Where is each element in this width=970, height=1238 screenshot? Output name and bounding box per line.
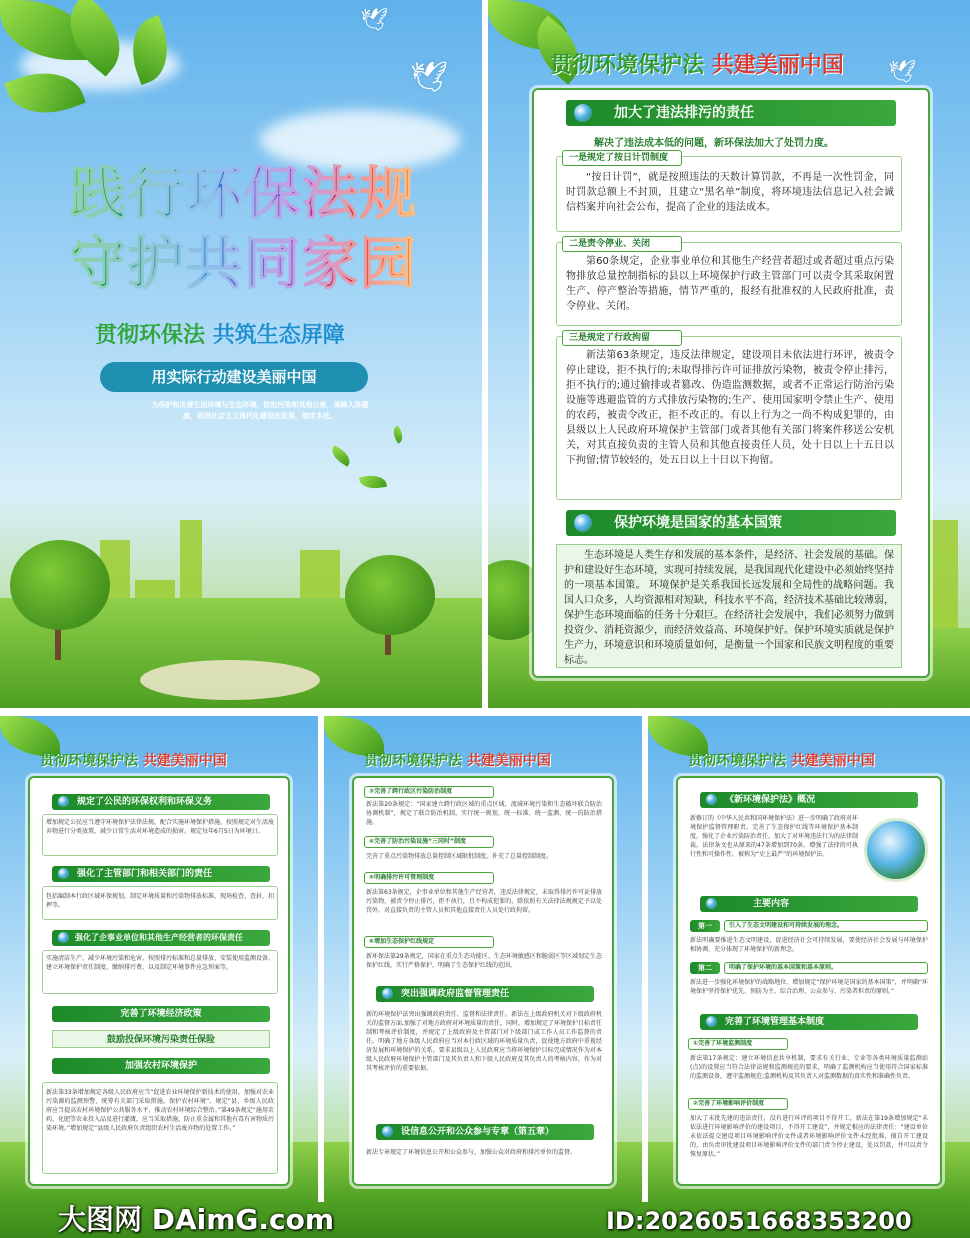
body-text: 第60条规定，企业事业单位和其他生产经营者超过或者超过重点污染物排放总量控制指标的县以上环境保护行政主管部门可以责令其采取闲置生产、停产整治等措施，情节严重的，报经有批准权的人民政府批准，责令停业、关闭。: [566, 256, 894, 312]
content-panel: [532, 88, 930, 678]
tree: [10, 540, 110, 630]
content-panel: [28, 776, 290, 1186]
globe-icon: [58, 932, 69, 943]
globe-icon: [58, 868, 69, 879]
section-title: 《新环境保护法》概况: [725, 795, 816, 805]
section-bar: [700, 792, 918, 808]
dove-icon: 🕊: [410, 60, 449, 95]
section-title: 保护环境是国家的基本国策: [614, 515, 782, 531]
path: [140, 660, 320, 700]
section-bar: [52, 794, 270, 810]
body-text: 完善了重点污染物排放总量控制区域限批制度，补充了总量控制制度。: [366, 853, 553, 860]
subtitle-part-a: 贯彻环保法: [95, 323, 206, 348]
section-title: 加大了违法排污的责任: [614, 105, 754, 121]
body-text: 加大了未批先建的违法责任，没有进行环评的项目不得开工。新法在第19条增加规定“未依法进行环境影响评价的建设项目，不得开工建设”，并规定相应的法律责任：“建设单位未依法提交建设项目环境影响评价文件或者环境影响评价文件未经批准，擅自开工建设的，由负责审批建设项目环境影响评价文件的部门责令停止建设，处以罚款，并可以责令恢复原状。”: [690, 1115, 928, 1158]
item-key: 第二: [690, 962, 720, 974]
body-text: 新法第63条规定，企事业单位和其他生产经营者，违反法律规定，未取得排污许可证排放污染物，被责令停止排污，拒不执行，且不构成犯罪的，除依照有关法律法规规定予以处罚外，对直接负责的主管人员和其他直接责任人员处行政拘留。: [366, 889, 602, 914]
subheading: ④完善了防治污染设施“三同时”制度: [364, 836, 494, 848]
header-part-a: 贯彻环境保护法: [364, 753, 462, 769]
header-part-a: 贯彻环境保护法: [40, 753, 138, 769]
body-text: 增加规定公民应当遵守环境保护法律法规，配合实施环境保护措施，按照规定对生活废弃物进行分类放置，减少日常生活对环境造成的损害。规定每年6月5日为环境日。: [46, 819, 275, 835]
item-heading: 明确了保护环境的基本国策和基本原则。: [724, 962, 928, 974]
subheading: 一是规定了按日计罚制度: [562, 150, 682, 166]
cover-title-line1: 践行环保法规: [70, 162, 418, 227]
content-panel: [676, 776, 942, 1186]
cover-title: [70, 160, 418, 300]
subheading: ③完善了跨行政区污染防治制度: [364, 786, 494, 798]
body-text: 包括编制本行政区域环保规划，制定环境质量和污染物排放标准，现场检查、查封、扣押等。: [46, 893, 275, 909]
globe-icon: [706, 898, 717, 909]
globe-icon: [58, 796, 69, 807]
body-text: 新法进一步强化环境保护的战略地位，增加规定“保护环境是国家的基本国策”，并明确“环境保护坚持保护优先、预防为主、综合治理、公众参与、污染者担责的原则。”: [690, 979, 928, 995]
cover-tagline: 为保护和改善生活环境与生态环境，防治污染和其他公害，保障人体健康，促进社会主义现代化建设的发展，制定本法。: [151, 401, 369, 420]
cover-slogan-pill: 用实际行动建设美丽中国: [100, 362, 368, 392]
poster-header: [40, 750, 227, 770]
section-bar: [52, 866, 270, 882]
content-panel: [352, 776, 614, 1186]
globe-icon: [382, 1126, 393, 1137]
body-text: 新法明确要推进生态文明建设，促进经济社会可持续发展，要使经济社会发展与环境保护相协调，充分体现了环境保护的新理念。: [690, 937, 928, 953]
body-text: 生态环境是人类生存和发展的基本条件，是经济、社会发展的基础。保护和建设好生态环境，实现可持续发展，是我国现代化建设中必须始终坚持的一项基本国策。 环境保护是关系我国长远发展和全局性的战略问题。我国人口众多，人均资源相对短缺，科技水平不高，经济技术基础比较薄弱，保护生态环境面临的任务十分艰巨。在经济社会发展中，我们必须努力做到投资少、消耗资源少，而经济效益高、环境保护好。保护环境实质就是保护生产力，环境意识和环境质量如何，是衡量一个国家和民族文明程度的重要标志。: [564, 550, 894, 666]
watermark-id: ID:202605166835320​0: [606, 1207, 912, 1235]
body-text: 新法第33条增加规定各级人民政府应当“促进农业环境保护新技术的使用，加强对农业污染源的监测预警，统筹有关部门采取措施，保护农村环境”。规定“县、乡级人民政府应当提高农村环境保护公共服务水平，推动农村环境综合整治。”第49条规定“施用农药、化肥等农业投入品及进行灌溉，应当采取措施，防止重金属和其他有毒有害物质污染环境。”增加规定“县级人民政府负责组织农村生活废弃物的处置工作。”: [46, 1089, 275, 1132]
poster-header: [550, 48, 844, 79]
section-title: 设信息公开和公众参与专章（第五章）: [401, 1127, 555, 1137]
section-bar: [700, 1014, 918, 1030]
earth-hands-illustration: [864, 818, 928, 882]
section-bar: [376, 1124, 594, 1140]
header-part-b: 共建美丽中国: [142, 753, 227, 769]
body-text: 实施清洁生产、减少环境污染和危害。按照排污标准和总量排放、安装使用监测设备、建立环境保护责任制度、缴纳排污费、以及制定环境事件应急预案等。: [46, 955, 275, 971]
watermark-site: 大图网 DAimG.com: [58, 1203, 335, 1236]
body-text: 新法第63条规定，违反法律规定，建设项目未依法进行环评，被责令停止建设，拒不执行的;未取得排污许可证排放污染物，被责令停止排污，拒不执行的;通过偷排或者篡改、伪造监测数据，或者不正常运行防治污染设施等逃避监管的方式排放污染物的;生产、使用国家明令禁止生产、使用的农药，被责令改正，拒不改正的。有以上行为之一尚不构成犯罪的，由县级以上人民政府环境保护主管部门或者其他有关部门将案件移送公安机关，对其直接负责的主管人员和其他直接责任人员，处十日以上十五日以下拘留;情节较轻的，处五日以上十日以下拘留。: [566, 350, 894, 466]
globe-icon: [706, 1016, 717, 1027]
dove-icon: 🕊: [888, 60, 916, 85]
body-text: 新修订的《中华人民共和国环境保护法》进一步明确了政府对环境保护监督管理职责。完善了生态保护红线等环境保护基本制度，强化了企业污染防治责任，加大了对环境违法行为的法律制裁，法律条文也从原来的47条增加到70条，增强了法律的可执行性和可操作性。被称为“史上最严”的环境保护法。: [690, 815, 859, 858]
dove-icon: 🕊: [360, 8, 388, 33]
body-text: 新法第17条规定：建立环境信息共享机制，要求有关行业、专业等各类环境质量监测站(点)的设置应当符合法律法规和监测规范的要求，明确了监测机构应当使用符合国家标准的监测设备，遵守监测规范;监测机构及其负责人对监测数据的真实性和准确性负责。: [690, 1055, 928, 1080]
poster-cover: [0, 0, 482, 708]
section-bar: [376, 986, 594, 1002]
body-text: 新环保法第29条规定，国家在重点生态功能区、生态环境敏感区和脆弱区等区域划定生态保护红线，实行严格保护，明确了生态保护红线的范围。: [366, 953, 602, 969]
section-bar: [700, 896, 918, 912]
section-bar: [52, 930, 270, 946]
leaf-decoration: [328, 445, 353, 466]
subheading: ⑤明确排污许可管理制度: [364, 872, 494, 884]
body-text: “按日计罚”，就是按照违法的天数计算罚款，不再是一次性罚金，同时罚款总额上不封顶，且建立“黑名单”制度，将环境违法信息记入社会诚信档案并向社会公布，提高了企业的违法成本。: [566, 172, 894, 213]
globe-icon: [574, 104, 592, 122]
section-title: 强化了主管部门和相关部门的责任: [77, 869, 213, 879]
poster-header: [688, 750, 875, 770]
subheading: 三是规定了行政拘留: [562, 330, 682, 346]
header-part-b: 共建美丽中国: [711, 53, 844, 78]
poster-header: [364, 750, 551, 770]
subheading: ⑥增加生态保护红线规定: [364, 936, 494, 948]
highlight-line: 鼓励投保环境污染责任保险: [52, 1030, 270, 1048]
poster-3: [0, 716, 318, 1202]
section-bar: 完善了环境经济政策: [52, 1006, 270, 1022]
cover-subtitle: [95, 318, 345, 349]
leaf-decoration: [390, 425, 406, 443]
cover-title-line2: 守护共同家园: [70, 232, 418, 297]
header-part-a: 贯彻环境保护法: [550, 53, 705, 78]
tree: [345, 555, 435, 635]
section-bar: [566, 100, 896, 126]
leaf-decoration: [359, 473, 387, 491]
globe-icon: [382, 988, 393, 999]
section-title: 突出强调政府监督管理责任: [401, 989, 510, 999]
section-title: 完善了环境管理基本制度: [725, 1017, 825, 1027]
globe-icon: [706, 794, 717, 805]
header-part-b: 共建美丽中国: [466, 753, 551, 769]
subtitle-part-b: 共筑生态屏障: [212, 323, 345, 348]
poster-4: [324, 716, 642, 1202]
section-title: 规定了公民的环保权利和环保义务: [77, 797, 213, 807]
item-heading: 引入了生态文明建设和可持续发展的理念。: [724, 920, 928, 932]
subheading: 二是责令停业、关闭: [562, 236, 682, 252]
subheading: ①完善了环境监测制度: [688, 1038, 788, 1050]
header-part-b: 共建美丽中国: [790, 753, 875, 769]
globe-icon: [574, 514, 592, 532]
section-bar: [566, 510, 896, 536]
item-key: 第一: [690, 920, 720, 932]
poster-5: [648, 716, 970, 1202]
section-title: 主要内容: [753, 899, 790, 909]
section-title: 强化了企事业单位和其他生产经营者的环保责任: [75, 933, 243, 942]
header-part-a: 贯彻环境保护法: [688, 753, 786, 769]
poster-2: [488, 0, 970, 708]
body-text: 新的环境保护法突出强调政府责任、监督和法律责任。新法在上级政府机关对下级政府机关的监督方面,加强了对地方政府对环境质量的责任，同时，增加规定了环境保护目标责任制和考核评价制度，并规定了上级政府及主管部门对下级部门或工作人员工作监督的责任。明确了地方各级人民政府应当对本行政区域的环境质量负责，促使地方政府中重视经济发展和环境保护的关系。要求县级以上人民政府应当将环境保护目标完成情况作为对本级人民政府环境保护主管部门及其负责人和下级人民政府及其负责人的考核内容，作为对其考核评价的重要依据。: [366, 1011, 602, 1072]
body-text: 新法专章规定了环境信息公开和公众参与，加强公众对政府和排污单位的监督。: [366, 1149, 577, 1156]
section-bar: 加强农村环境保护: [52, 1058, 270, 1074]
subheading: ②完善了环境影响评价制度: [688, 1098, 788, 1110]
intro-text: 解决了违法成本低的问题，新环保法加大了处罚力度。: [594, 138, 834, 149]
body-text: 新法第20条规定：“国家建立跨行政区域的重点区域、流域环境污染和生态破坏联合防治协调机制”，规定了联合防治机制，实行统一规划、统一标准、统一监测、统一的防治措施。: [366, 801, 602, 826]
